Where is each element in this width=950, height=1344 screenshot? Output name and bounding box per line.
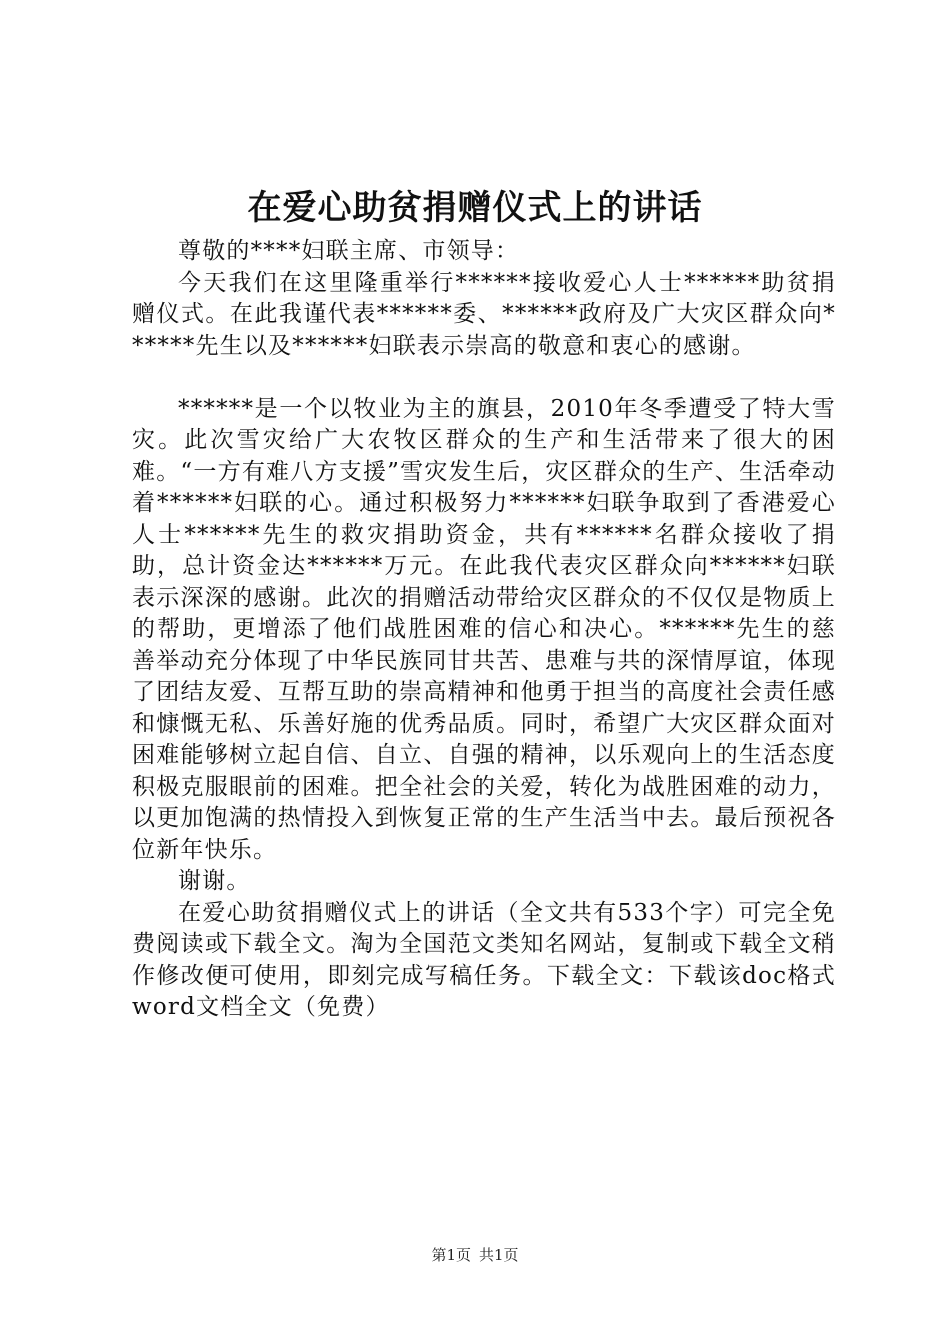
thanks-paragraph: 谢谢。 xyxy=(178,868,251,894)
page-number: 第1页 xyxy=(431,1246,471,1264)
opening-paragraph: 今天我们在这里隆重举行******接收爱心人士******助贫捐赠仪式。在此我谨代表******委、******政府及广大灾区群众向******先生以及******妇联表示崇高的敬意和衷心的感谢。 xyxy=(132,269,836,359)
document-body xyxy=(132,236,836,1024)
page-footer xyxy=(0,1245,950,1265)
page-total: 共1页 xyxy=(479,1246,519,1264)
download-note-paragraph: 在爱心助贫捐赠仪式上的讲话（全文共有533个字）可完全免费阅读或下载全文。淘为全国范文类知名网站，复制或下载全文稍作修改便可使用，即刻完成写稿任务。下载全文：下载该doc格式word文档全文（免费） xyxy=(132,899,836,1020)
main-paragraph: ******是一个以牧业为主的旗县，2010年冬季遭受了特大雪灾。此次雪灾给广大农牧区群众的生产和生活带来了很大的困难。“一方有难八方支援”雪灾发生后，灾区群众的生产、生活牵动着******妇联的心。通过积极努力******妇联争取到了香港爱心人士******先生的救灾捐助资金，共有******名群众接收了捐助，总计资金达******万元。在此我代表灾区群众向******妇联表示深深的感谢。此次的捐赠活动带给灾区群众的不仅仅是物质上的帮助，更增添了他们战胜困难的信心和决心。******先生的慈善举动充分体现了中华民族同甘共苦、患难与共的深情厚谊，体现了团结友爱、互帮互助的崇高精神和他勇于担当的高度社会责任感和慷慨无私、乐善好施的优秀品质。同时，希望广大灾区群众面对困难能够树立起自信、自立、自强的精神，以乐观向上的生活态度积极克服眼前的困难。把全社会的关爱，转化为战胜困难的动力，以更加饱满的热情投入到恢复正常的生产生活当中去。最后预祝各位新年快乐。 xyxy=(132,395,836,863)
document-title: 在爱心助贫捐赠仪式上的讲话 xyxy=(247,188,703,228)
salutation-paragraph: 尊敬的****妇联主席、市领导： xyxy=(178,238,520,264)
